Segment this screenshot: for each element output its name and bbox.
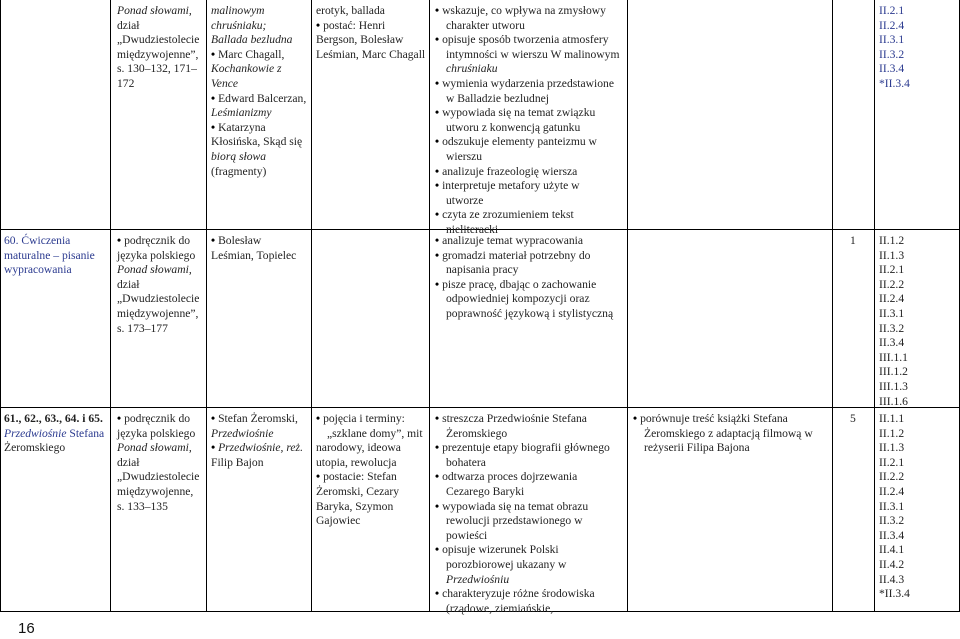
lesson-title-line: wypracowania (4, 263, 72, 277)
term-line: • postacie: Stefan (316, 470, 423, 485)
lesson-61-requirements (435, 412, 610, 616)
requirement-line: w Balladzie bezludnej (446, 91, 550, 105)
curriculum-code: II.3.4 (879, 62, 905, 76)
term-line: • postać: Henri (316, 19, 425, 34)
hours-count: 5 (850, 412, 856, 425)
lesson-title-line: Przedwiośnie (4, 426, 67, 440)
extended-requirement-line: • porównuje treść książki Stefana (633, 412, 813, 427)
lesson-61-texts (211, 412, 303, 470)
column-divider (627, 0, 628, 612)
lesson-title-line: maturalne – pisanie (4, 248, 95, 262)
lesson-61-title (4, 412, 104, 456)
source-line: Ponad słowami, (117, 4, 192, 17)
source-line: „Dwudziestolecie (117, 292, 200, 306)
lesson-61-extended (633, 412, 813, 456)
lesson-61-source (117, 412, 199, 514)
source-line: s. 133–135 (117, 499, 168, 513)
requirement-line: Cezarego Baryki (446, 484, 525, 498)
curriculum-code: II.3.1 (879, 499, 905, 513)
curriculum-code: II.2.4 (879, 18, 905, 32)
source-line: dział (117, 455, 140, 469)
column-divider (0, 0, 1, 612)
requirement-line: nieliteracki (446, 222, 499, 236)
curriculum-code: II.2.2 (879, 277, 905, 291)
lesson-title-line: 60. Ćwiczenia (4, 234, 71, 247)
text-line: • Stefan Żeromski, (211, 412, 303, 427)
lesson-61-terms (316, 412, 423, 529)
lesson-60-texts (211, 234, 296, 263)
top-texts-cell (211, 4, 306, 179)
requirement-line: • opisuje sposób tworzenia atmosfery (435, 33, 619, 48)
requirement-line: Przedwiośniu (446, 572, 510, 586)
text-line: Przedwiośnie (211, 426, 274, 440)
text-line: • Katarzyna (211, 121, 306, 136)
lesson-60-codes (879, 234, 908, 409)
source-line: • podręcznik do (117, 412, 199, 427)
curriculum-code: II.2.4 (879, 292, 905, 306)
curriculum-code: II.3.2 (879, 321, 905, 335)
requirement-line: Żeromskiego (446, 426, 508, 440)
requirement-line: • gromadzi materiał potrzebny do (435, 249, 613, 264)
term-line: narodowy, ideowa (316, 441, 401, 455)
requirement-line: bohatera (446, 455, 486, 469)
curriculum-code: II.2.1 (879, 4, 905, 17)
requirement-line: charakter utworu (446, 18, 525, 32)
text-line: chruśniaku; (211, 18, 267, 32)
requirement-line: poprawność językową i stylistyczną (446, 306, 614, 320)
term-line: Gajowiec (316, 514, 361, 528)
text-line: Leśmianizmy (211, 106, 272, 120)
curriculum-code: II.1.3 (879, 441, 905, 455)
requirement-line: utworze (446, 193, 484, 207)
term-line: Bergson, Bolesław (316, 33, 404, 47)
text-line: Ballada bezludna (211, 33, 293, 47)
text-line: Vence (211, 76, 239, 90)
curriculum-code: II.3.1 (879, 306, 905, 320)
curriculum-code: II.2.1 (879, 455, 905, 469)
column-divider (429, 0, 430, 612)
column-divider (874, 0, 875, 612)
curriculum-code: *II.3.4 (879, 76, 910, 90)
curriculum-code: II.2.4 (879, 484, 905, 498)
text-line: • Marc Chagall, (211, 48, 306, 63)
hours-count: 1 (850, 234, 856, 247)
row-divider (0, 407, 960, 408)
source-line: „Dwudziestolecie (117, 33, 200, 47)
lesson-60-source (117, 234, 199, 336)
requirement-line: napisania pracy (446, 263, 519, 277)
curriculum-code: III.1.1 (879, 350, 908, 364)
curriculum-code: II.3.4 (879, 336, 905, 350)
curriculum-code: II.3.2 (879, 514, 905, 528)
source-line: międzywojenne, (117, 484, 194, 498)
term-line: Leśmian, Marc Chagall (316, 47, 426, 61)
lesson-number: 61., 62., 63., 64. i 65. (4, 412, 103, 425)
column-divider (110, 0, 111, 612)
requirement-line: • wskazuje, co wpływa na zmysłowy (435, 4, 619, 19)
requirement-line: • interpretuje metafory użyte w (435, 179, 619, 194)
requirement-line: (rządowe, ziemiańskie, (446, 601, 554, 615)
source-line: międzywojenne”, (117, 306, 199, 320)
text-line: (fragmenty) (211, 164, 267, 178)
extended-requirement-line: Żeromskiego z adaptacją filmową w (644, 426, 813, 440)
curriculum-code: II.1.3 (879, 248, 905, 262)
curriculum-code: III.1.6 (879, 394, 908, 408)
column-divider (311, 0, 312, 612)
requirement-line: wierszu (446, 149, 483, 163)
text-line: biorą słowa (211, 149, 267, 163)
source-line: s. 130–132, 171– (117, 62, 197, 76)
curriculum-code: II.2.2 (879, 470, 905, 484)
term-line: • pojęcia i terminy: (316, 412, 423, 427)
extended-requirement-line: reżyserii Filipa Bajona (644, 441, 750, 455)
requirement-line: porozbiorowej ukazany w (446, 557, 567, 571)
term-line: erotyk, ballada (316, 4, 385, 17)
curriculum-code: II.4.2 (879, 557, 905, 571)
curriculum-code: III.1.2 (879, 365, 908, 379)
text-line: • Bolesław (211, 234, 296, 249)
requirement-line: chruśniaku (446, 62, 498, 76)
curriculum-code: II.1.2 (879, 234, 905, 247)
requirement-line: • wypowiada się na temat obrazu (435, 500, 610, 515)
lesson-60-hours (850, 234, 856, 249)
requirement-line: • opisuje wizerunek Polski (435, 543, 610, 558)
text-line: Kochankowie z (211, 62, 282, 76)
term-line: „szklane domy”, mit (327, 426, 423, 440)
curriculum-code: II.2.1 (879, 263, 905, 277)
text-line: Filip Bajon (211, 455, 264, 469)
requirement-line: • streszcza Przedwiośnie Stefana (435, 412, 610, 427)
source-line: międzywojenne”, (117, 47, 199, 61)
lesson-60-requirements (435, 234, 613, 322)
top-requirements-cell (435, 4, 619, 238)
term-line: Żeromski, Cezary (316, 484, 400, 498)
page-number: 16 (18, 620, 35, 637)
top-terms-cell (316, 4, 425, 62)
lesson-60-title (4, 234, 95, 278)
requirement-line: • analizuje frazeologię wiersza (435, 165, 619, 180)
curriculum-code: II.3.1 (879, 33, 905, 47)
source-line: języka polskiego (117, 248, 196, 262)
requirement-line: • analizuje temat wypracowania (435, 234, 613, 249)
curriculum-code: II.1.1 (879, 412, 905, 425)
requirement-line: • prezentuje etapy biografii głównego (435, 441, 610, 456)
text-line: • Przedwiośnie, reż. (211, 441, 303, 456)
requirement-line: • pisze pracę, dbając o zachowanie (435, 278, 613, 293)
requirement-line: • wymienia wydarzenia przedstawione (435, 77, 619, 92)
requirement-line: • charakteryzuje różne środowiska (435, 587, 610, 602)
text-line: Leśmian, Topielec (211, 248, 297, 262)
source-line: Ponad słowami, (117, 441, 192, 455)
curriculum-code: III.1.3 (879, 379, 908, 393)
requirement-line: • czyta ze zrozumieniem tekst (435, 208, 619, 223)
requirement-line: utworu z konwencją gatunku (446, 120, 581, 134)
column-divider (206, 0, 207, 612)
curriculum-code: II.3.4 (879, 528, 905, 542)
source-line: dział (117, 277, 140, 291)
requirement-line: • odtwarza proces dojrzewania (435, 470, 610, 485)
source-line: języka polskiego (117, 426, 196, 440)
lesson-61-codes (879, 412, 910, 602)
requirement-line: intymności w wierszu W malinowym (446, 47, 620, 61)
source-line: s. 173–177 (117, 321, 168, 335)
curriculum-code: *II.3.4 (879, 587, 910, 601)
requirement-line: odpowiedniej kompozycji oraz (446, 292, 590, 306)
top-codes-cell (879, 4, 910, 92)
curriculum-code: II.1.2 (879, 426, 905, 440)
source-line: Ponad słowami, (117, 263, 192, 277)
requirement-line: • wypowiada się na temat związku (435, 106, 619, 121)
lesson-61-hours (850, 412, 856, 427)
curriculum-code: II.4.1 (879, 543, 905, 557)
lesson-title-line: Żeromskiego (4, 441, 66, 455)
text-line: • Edward Balcerzan, (211, 92, 306, 107)
requirement-line: • odszukuje elementy panteizmu w (435, 135, 619, 150)
column-divider (832, 0, 833, 612)
source-line: 172 (117, 76, 135, 90)
source-line: dział (117, 18, 140, 32)
text-line: Kłosińska, Skąd się (211, 135, 303, 149)
top-source-cell (117, 4, 199, 92)
source-line: • podręcznik do (117, 234, 199, 249)
lesson-title-line: Stefana (69, 426, 105, 440)
requirement-line: powieści (446, 528, 488, 542)
curriculum-code: II.3.2 (879, 47, 905, 61)
curriculum-code: II.4.3 (879, 572, 905, 586)
term-line: utopia, rewolucja (316, 455, 397, 469)
text-line: malinowym (211, 4, 265, 17)
term-line: Baryka, Szymon (316, 499, 394, 513)
requirement-line: rewolucji przedstawionego w (446, 514, 583, 528)
source-line: „Dwudziestolecie (117, 470, 200, 484)
